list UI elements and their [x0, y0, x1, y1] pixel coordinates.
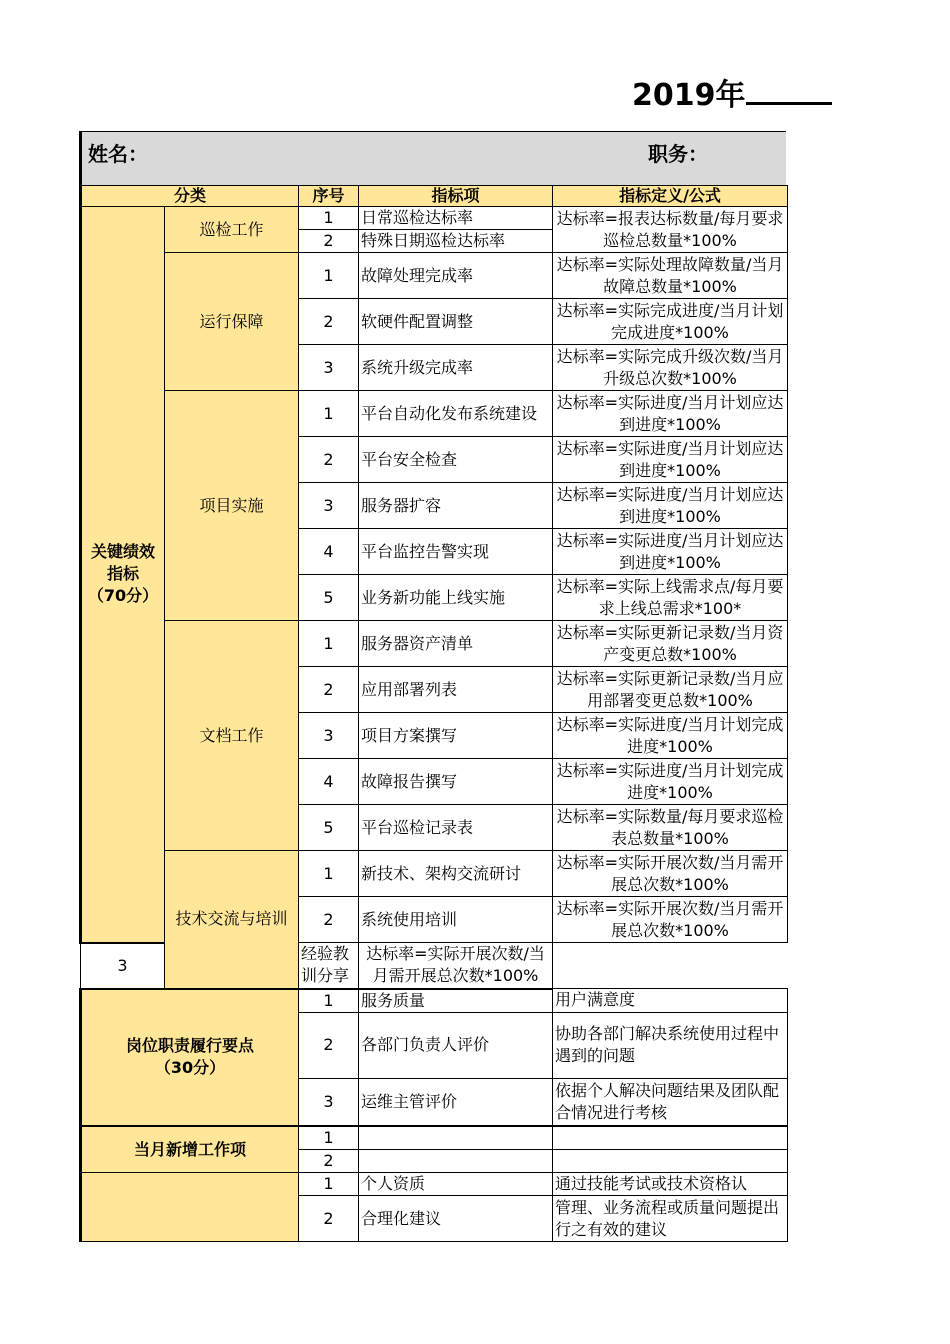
- col-header-category: 分类: [81, 186, 299, 207]
- seq-cell: 1: [299, 1126, 359, 1150]
- title-year: 2019年: [632, 78, 746, 113]
- kpi-category-cell: [81, 207, 165, 943]
- seq-cell: 5: [299, 575, 359, 621]
- kpi-label-line2: 指标: [106, 564, 139, 584]
- kpi-label-line3: （70分）: [87, 586, 159, 606]
- employee-header: [79, 131, 786, 185]
- seq-cell: 2: [299, 1196, 359, 1242]
- seq-cell: 5: [299, 805, 359, 851]
- table-row: [81, 989, 788, 1013]
- seq-cell: 1: [299, 391, 359, 437]
- definition-cell: 达标率=实际完成进度/当月计划完成进度*100%: [553, 299, 788, 345]
- definition-cell: 达标率=实际进度/当月计划完成进度*100%: [553, 713, 788, 759]
- item-cell: 项目方案撰写: [359, 713, 553, 759]
- item-cell: 故障报告撰写: [359, 759, 553, 805]
- item-cell: [359, 1150, 553, 1173]
- item-cell: 经验教训分享: [299, 943, 359, 989]
- seq-cell: 1: [299, 253, 359, 299]
- seq-cell: 2: [299, 299, 359, 345]
- group-name: 文档工作: [165, 621, 299, 851]
- item-cell: 业务新功能上线实施: [359, 575, 553, 621]
- definition-cell: 用户满意度: [553, 989, 788, 1013]
- definition-cell: 达标率=实际开展次数/当月需开展总次数*100%: [553, 897, 788, 943]
- form-title: [632, 70, 832, 114]
- item-cell: 特殊日期巡检达标率: [359, 230, 553, 253]
- table-row: [81, 253, 788, 299]
- seq-cell: 3: [299, 713, 359, 759]
- definition-cell: 协助各部门解决系统使用过程中遇到的问题: [553, 1012, 788, 1078]
- duty-label-line1: 岗位职责履行要点: [126, 1036, 255, 1056]
- group-name: 项目实施: [165, 391, 299, 621]
- seq-cell: 2: [299, 1150, 359, 1173]
- item-cell: 新技术、架构交流研讨: [359, 851, 553, 897]
- table-row: [81, 621, 788, 667]
- group-name: 巡检工作: [165, 207, 299, 253]
- item-cell: 合理化建议: [359, 1196, 553, 1242]
- definition-cell: 达标率=实际处理故障数量/当月故障总数量*100%: [553, 253, 788, 299]
- definition-cell: 依据个人解决问题结果及团队配合情况进行考核: [553, 1078, 788, 1126]
- duty-label-line2: （30分）: [154, 1058, 226, 1078]
- item-cell: 服务质量: [359, 989, 553, 1013]
- item-cell: 服务器扩容: [359, 483, 553, 529]
- definition-cell: 达标率=报表达标数量/每月要求巡检总数量*100%: [553, 207, 788, 253]
- definition-cell: 达标率=实际开展次数/当月需开展总次数*100%: [553, 851, 788, 897]
- col-header-item: 指标项: [359, 186, 553, 207]
- seq-cell: 1: [299, 207, 359, 230]
- duty-category-cell: [81, 989, 299, 1127]
- definition-cell: 达标率=实际进度/当月计划应达到进度*100%: [553, 437, 788, 483]
- seq-cell: 1: [299, 989, 359, 1013]
- item-cell: 运维主管评价: [359, 1078, 553, 1126]
- seq-cell: 2: [299, 1012, 359, 1078]
- seq-cell: 3: [81, 943, 165, 989]
- kpi-table: [79, 185, 788, 1242]
- definition-cell: 通过技能考试或技术资格认: [553, 1173, 788, 1196]
- item-cell: 软硬件配置调整: [359, 299, 553, 345]
- col-header-seq: 序号: [299, 186, 359, 207]
- definition-cell: 达标率=实际数量/每月要求巡检表总数量*100%: [553, 805, 788, 851]
- seq-cell: 3: [299, 345, 359, 391]
- item-cell: 系统升级完成率: [359, 345, 553, 391]
- seq-cell: 2: [299, 230, 359, 253]
- newwork-category-cell: 当月新增工作项: [81, 1126, 299, 1173]
- seq-cell: 2: [299, 897, 359, 943]
- table-row: [81, 851, 788, 897]
- item-cell: 各部门负责人评价: [359, 1012, 553, 1078]
- title-blank-line: [746, 78, 832, 105]
- seq-cell: 1: [299, 1173, 359, 1196]
- item-cell: 故障处理完成率: [359, 253, 553, 299]
- seq-cell: 3: [299, 483, 359, 529]
- column-header-row: [81, 186, 788, 207]
- definition-cell: 达标率=实际更新记录数/当月资产变更总数*100%: [553, 621, 788, 667]
- definition-cell: 管理、业务流程或质量问题提出行之有效的建议: [553, 1196, 788, 1242]
- col-header-definition: 指标定义/公式: [553, 186, 788, 207]
- item-cell: [359, 1126, 553, 1150]
- definition-cell: [553, 1150, 788, 1173]
- seq-cell: 4: [299, 759, 359, 805]
- seq-cell: 1: [299, 621, 359, 667]
- group-name: 技术交流与培训: [165, 851, 299, 989]
- item-cell: 个人资质: [359, 1173, 553, 1196]
- definition-cell: 达标率=实际开展次数/当月需开展总次数*100%: [359, 943, 553, 989]
- seq-cell: 2: [299, 667, 359, 713]
- item-cell: 平台安全检查: [359, 437, 553, 483]
- seq-cell: 3: [299, 1078, 359, 1126]
- item-cell: 平台巡检记录表: [359, 805, 553, 851]
- definition-cell: 达标率=实际完成升级次数/当月升级总次数*100%: [553, 345, 788, 391]
- item-cell: 服务器资产清单: [359, 621, 553, 667]
- definition-cell: [553, 1126, 788, 1150]
- table-row: [81, 1173, 788, 1196]
- item-cell: 系统使用培训: [359, 897, 553, 943]
- seq-cell: 4: [299, 529, 359, 575]
- definition-cell: 达标率=实际进度/当月计划应达到进度*100%: [553, 483, 788, 529]
- item-cell: 平台监控告警实现: [359, 529, 553, 575]
- post-label: 职务：: [648, 142, 708, 166]
- kpi-label-line1: 关键绩效: [90, 542, 155, 562]
- bonus-category-cell: [81, 1173, 299, 1242]
- name-label: 姓名：: [88, 142, 148, 166]
- table-row: [81, 1126, 788, 1150]
- table-row: [81, 207, 788, 230]
- item-cell: 应用部署列表: [359, 667, 553, 713]
- definition-cell: 达标率=实际更新记录数/当月应用部署变更总数*100%: [553, 667, 788, 713]
- definition-cell: 达标率=实际进度/当月计划完成进度*100%: [553, 759, 788, 805]
- definition-cell: 达标率=实际进度/当月计划应达到进度*100%: [553, 391, 788, 437]
- definition-cell: 达标率=实际进度/当月计划应达到进度*100%: [553, 529, 788, 575]
- group-name: 运行保障: [165, 253, 299, 391]
- item-cell: 平台自动化发布系统建设: [359, 391, 553, 437]
- definition-cell: 达标率=实际上线需求点/每月要求上线总需求*100*: [553, 575, 788, 621]
- seq-cell: 1: [299, 851, 359, 897]
- table-row: [81, 391, 788, 437]
- seq-cell: 2: [299, 437, 359, 483]
- item-cell: 日常巡检达标率: [359, 207, 553, 230]
